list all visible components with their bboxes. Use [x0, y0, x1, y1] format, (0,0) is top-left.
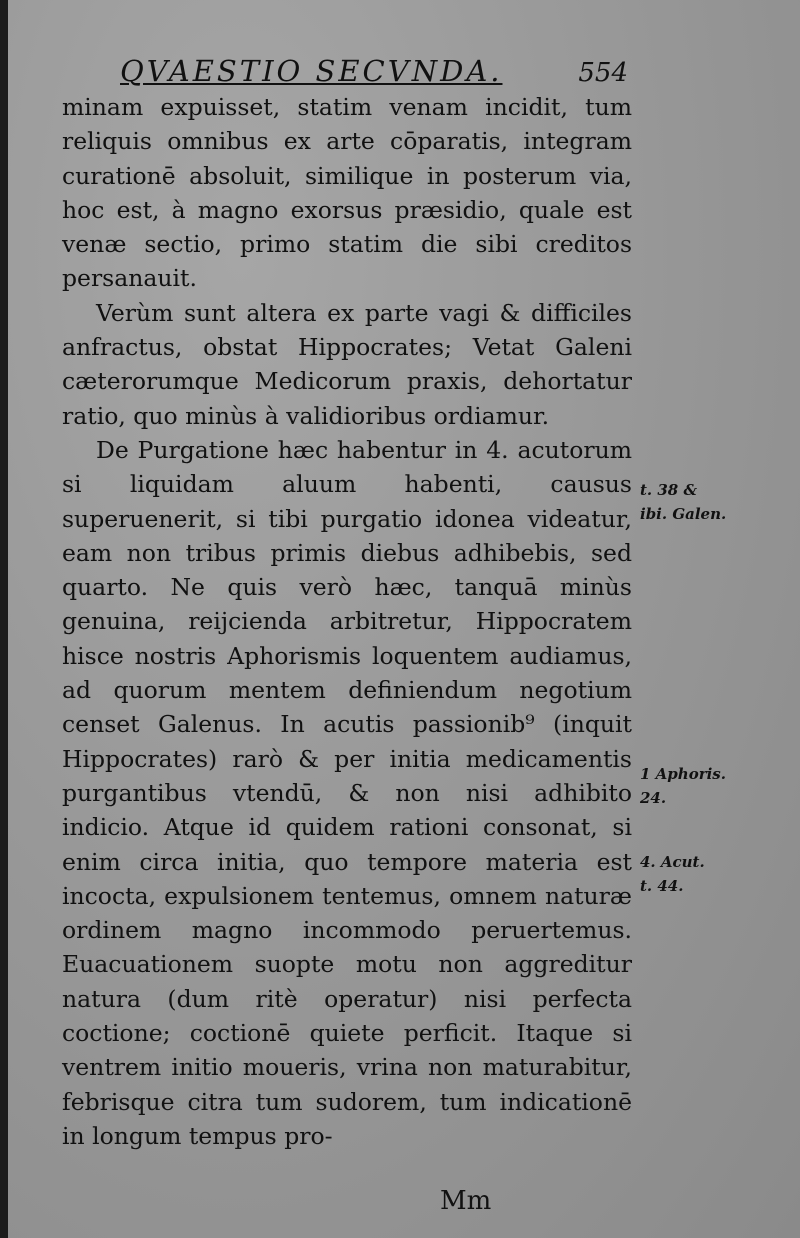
running-title: QVAESTIO SECVNDA. — [120, 54, 503, 88]
page-number: 554 — [578, 58, 628, 88]
page-gutter-edge — [0, 0, 8, 1238]
paragraph-continuation: minam expuisset, statim venam incidit, tum reliquis omnibus ex arte cōparatis, integram curationē absoluit, similique in posterum via, hoc est, à magno exorsus præsidio, quale est venæ sectio, primo statim die sibi creditos persanauit. — [62, 93, 632, 293]
page-header — [108, 48, 628, 96]
margin-note-acut: 4. Acut. t. 44. — [640, 853, 705, 895]
paragraph-verum: Verùm sunt altera ex parte vagi & difficiles anfractus, obstat Hippocrates; Vetat Galeni cæterorumque Medicorum praxis, dehortatur ratio, quo minùs à validioribus ordiamur. — [62, 298, 632, 430]
paragraph-de-purgatione: De Purgatione hæc habentur in 4. acutorum si liquidam aluum habenti, causus superuenerit, si tibi purgatio idonea videatur, eam non tribus primis diebus adhibebis, sed quarto. Ne quis verò hæc, tanquā minùs genuina, reijcienda arbitretur, Hippocratem hisce nostris Aphorismis loquentem audiamus, ad quorum mentem definiendum negotium censet Galenus. In acutis passionib⁹ (inquit Hippocrates) rarò & per initia medicamentis purgantibus vtendū, & non nisi adhibito indicio. Atque id quidem rationi consonat, si enim circa initia, quo tempore materia est incocta, expulsionem tentemus, omnem naturæ ordinem magno incommodo peruertemus. Euacuationem suopte motu non aggreditur natura (dum ritè operatur) nisi perfecta coctione; coctionē quiete perficit. Itaque si ventrem initio moueris, vrina non maturabitur, febrisque citra tum sudorem, tum indicationē in longum tempus pro- — [62, 435, 632, 1150]
body-text — [62, 90, 632, 1153]
margin-note-aphoris: 1 Aphoris. 24. — [640, 765, 726, 807]
margin-note-galen: t. 38 & ibi. Galen. — [640, 481, 727, 523]
catchword-signature: Mm — [440, 1186, 492, 1216]
